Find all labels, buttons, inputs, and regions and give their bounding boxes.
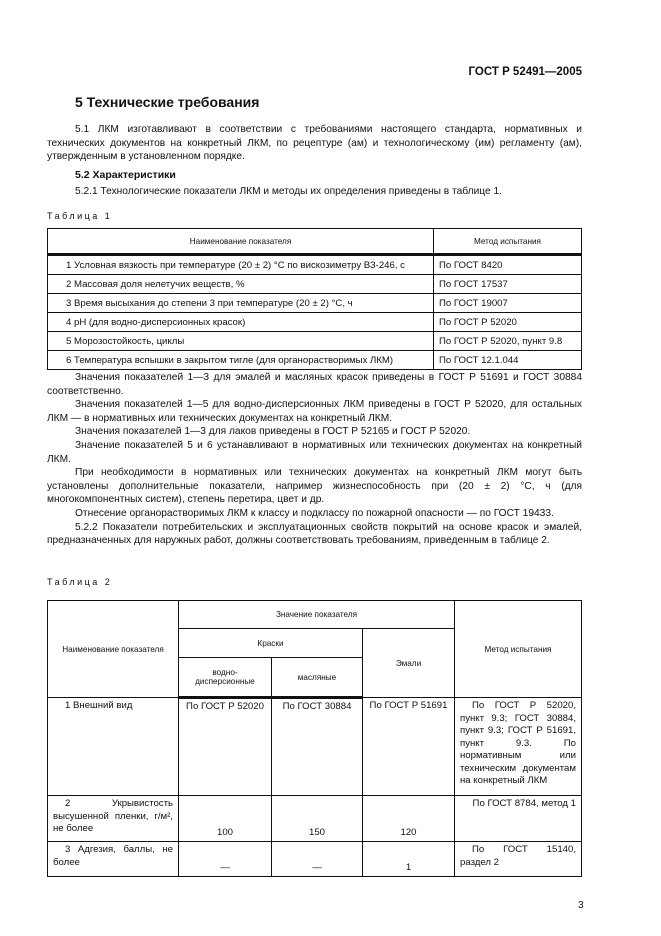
cell: По ГОСТ Р 52020, пункт 9.3; ГОСТ 30884, пункт 9.3; ГОСТ Р 51691, пункт 9.3. По нормативным или техническим документам на конкретный ЛКМ (455, 698, 582, 796)
note-paragraph: Значения показателей 1—3 для лаков приведены в ГОСТ Р 52165 и ГОСТ Р 52020. (75, 426, 471, 438)
cell: По ГОСТ Р 52020, пункт 9.8 (434, 332, 582, 351)
table-row (48, 255, 582, 275)
header-name: Наименование показателя (48, 601, 179, 698)
header-enamels: Эмали (363, 629, 455, 698)
note-paragraph: Значение показателей 5 и 6 устанавливают в нормативных или технических документах на конкретный ЛКМ. (47, 439, 582, 465)
header-method: Метод испытания (455, 601, 582, 698)
note-paragraph: Отнесение органорастворимых ЛКМ к классу и подклассу по пожарной опасности — по ГОСТ 19433. (75, 507, 554, 519)
table-2 (47, 600, 582, 877)
cell: По ГОСТ 8784, метод 1 (455, 796, 582, 842)
cell: 3 Время высыхания до степени 3 при температуре (20 ± 2) °С, ч (48, 294, 434, 313)
cell: 3 Адгезия, баллы, не более (48, 842, 179, 877)
table-2-caption: Таблица 2 (47, 577, 113, 587)
cell: По ГОСТ 19007 (434, 294, 582, 313)
page-number: 3 (578, 900, 584, 911)
cell: 4 pH (для водно-дисперсионных красок) (48, 313, 434, 332)
table-header (48, 229, 582, 255)
paragraph-5-2-1: 5.2.1 Технологические показатели ЛКМ и методы их определения приведены в таблице 1. (75, 186, 502, 197)
cell: По ГОСТ Р 51691 (363, 698, 455, 796)
cell: 5 Морозостойкость, циклы (48, 332, 434, 351)
header-method: Метод испытания (434, 229, 582, 255)
cell: По ГОСТ Р 52020 (434, 313, 582, 332)
cell: 1 (363, 842, 455, 877)
table-row (48, 332, 582, 351)
cell: 1 Внешний вид (48, 698, 179, 796)
cell: — (272, 842, 363, 877)
cell: 120 (363, 796, 455, 842)
table-row (48, 275, 582, 294)
cell: 6 Температура вспышки в закрытом тигле (для органорастворимых ЛКМ) (48, 351, 434, 370)
table-1 (47, 228, 582, 370)
table-row (48, 842, 582, 877)
notes-block (47, 371, 582, 548)
table-row (48, 313, 582, 332)
table-row (48, 698, 582, 796)
cell: По ГОСТ 15140, раздел 2 (455, 842, 582, 877)
note-paragraph: Значения показателей 1—5 для водно-дисперсионных ЛКМ приведены в ГОСТ Р 52020, для остальных ЛКМ — в нормативных или технических документах на конкретный ЛКМ. (47, 399, 582, 424)
cell: По ГОСТ 8420 (434, 255, 582, 275)
cell: 2 Массовая доля нелетучих веществ, % (48, 275, 434, 294)
document-id: ГОСТ Р 52491—2005 (468, 66, 582, 78)
cell: 100 (179, 796, 272, 842)
paragraph-5-1: 5.1 ЛКМ изготавливают в соответствии с требованиями настоящего стандарта, нормативных и технических документов на конкретный ЛКМ, по рецептуре (ам) и технологическому (им) регламенту (ам), утвержденным в установленном порядке. (47, 124, 582, 163)
note-paragraph: При необходимости в нормативных или технических документах на конкретный ЛКМ могут быть установлены дополнительные показатели, например жизнеспособность при (20 ± 2) °С, ч (для многокомпонентных систем), степень перетира, цвет и др. (47, 467, 582, 506)
table-1-caption: Таблица 1 (47, 211, 113, 221)
header-oil: масляные (272, 658, 363, 698)
subsection-title: 5.2 Характеристики (75, 169, 176, 181)
header-value: Значение показателя (179, 601, 455, 629)
cell: По ГОСТ 17537 (434, 275, 582, 294)
table-row (48, 294, 582, 313)
cell: По ГОСТ 12.1.044 (434, 351, 582, 370)
cell: По ГОСТ 30884 (272, 698, 363, 796)
table-row (48, 351, 582, 370)
table-row (48, 796, 582, 842)
section-title: 5 Технические требования (75, 94, 260, 110)
cell: 2 Укрывистость высушенной пленки, г/м², не более (48, 796, 179, 842)
paragraph-5-2-2: 5.2.2 Показатели потребительских и эксплуатационных свойств покрытий на основе красок и эмалей, предназначенных для наружных работ, должны соответствовать требованиям, приведенным в таблице 2. (47, 521, 582, 547)
cell: По ГОСТ Р 52020 (179, 698, 272, 796)
note-paragraph: Значения показателей 1—3 для эмалей и масляных красок приведены в ГОСТ Р 51691 и ГОСТ 30884 соответственно. (47, 372, 582, 397)
cell: 150 (272, 796, 363, 842)
cell: 1 Условная вязкость при температуре (20 ± 2) °С по вискозиметру ВЗ-246, с (48, 255, 434, 275)
header-water-dispersion: водно-дисперсионные (179, 658, 272, 698)
cell: — (179, 842, 272, 877)
table-header (48, 601, 582, 629)
header-name: Наименование показателя (48, 229, 434, 255)
header-paints: Краски (179, 629, 363, 658)
